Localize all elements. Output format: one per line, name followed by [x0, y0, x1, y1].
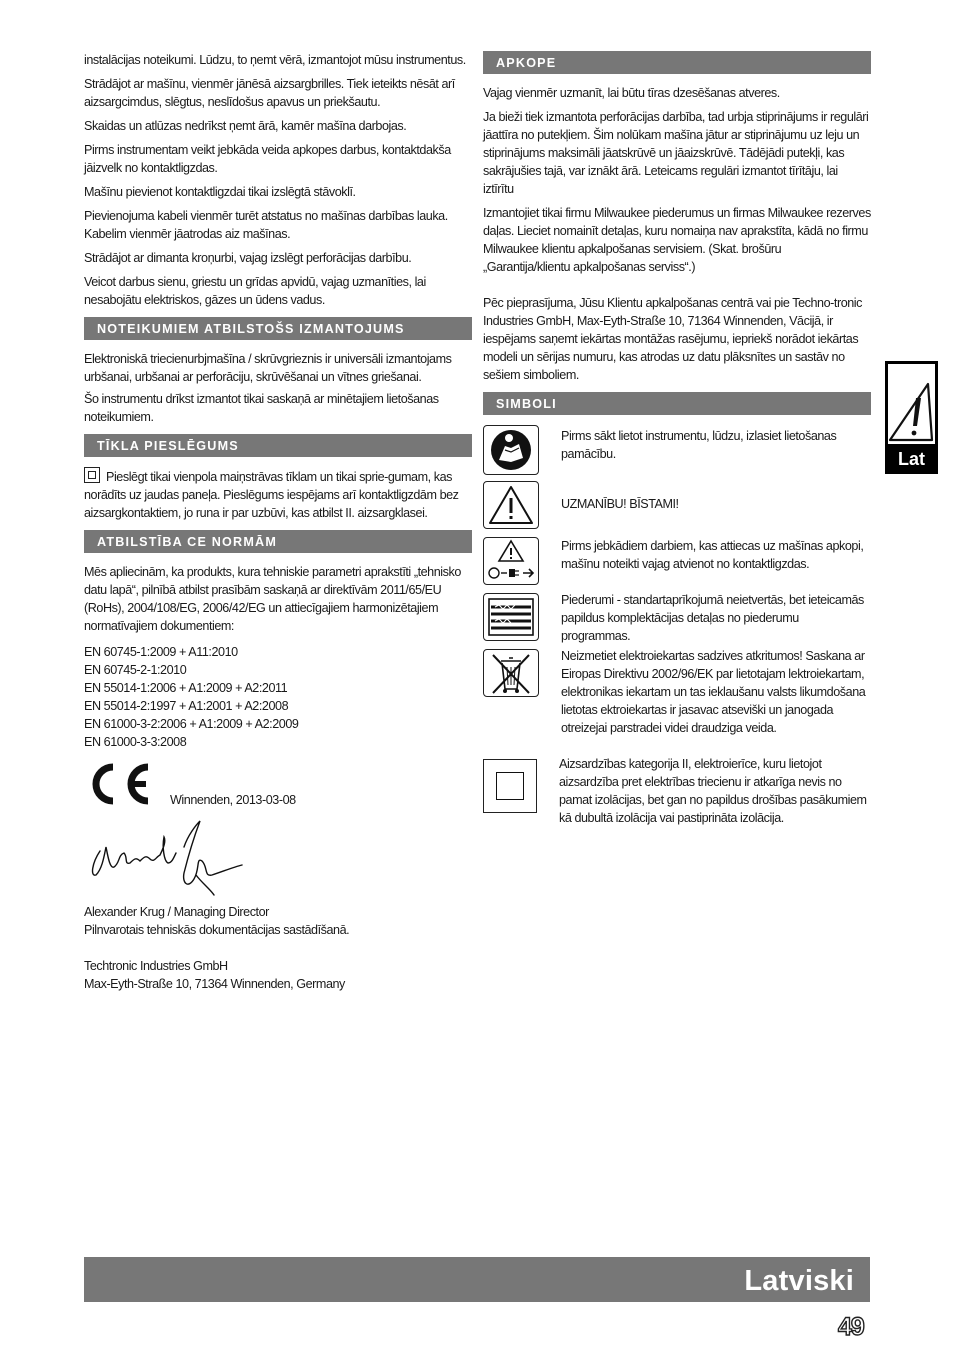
page-number: 49 [838, 1313, 864, 1341]
ce-mark-icon [86, 761, 152, 807]
paragraph: Šo instrumentu drīkst izmantot tikai saskaņā ar minētajiem lietošanas noteikumiem. [84, 392, 439, 424]
paragraph: Veicot darbus sienu, griestu un grīdas apvidū, vajag uzmanīties, lai nesabojātu elektriskos, gāzes un ūdens vadus. [84, 275, 426, 307]
signer-role: Pilnvarotais tehniskās dokumentācijas sastādīšanā. [84, 923, 350, 937]
symbol-description: Aizsardzības kategorija II, elektroierīce, kuru lietojot aizsardzība pret elektrības triecienu ir atkarīga nevis no pamat izolācijas, bet gan no papildus drošības pasākumiem kā dubultā izolācija vai pastiprināta izolācija. [559, 757, 867, 825]
symbol-description: UZMANĪBU! BĪSTAMI! [561, 497, 679, 511]
symbol-row [483, 537, 871, 593]
read-manual-icon [483, 425, 539, 475]
signature [84, 817, 472, 903]
section-heading-maintenance: APKOPE [483, 51, 871, 74]
paragraph: Mašīnu pievienot kontaktligzdai tikai izslēgtā stāvoklī. [84, 185, 356, 199]
paragraph: instalācijas noteikumi. Lūdzu, to ņemt vērā, izmantojot mūsu instrumentus. [84, 53, 466, 67]
language-tab [885, 361, 938, 474]
company-address: Max-Eyth-Straße 10, 71364 Winnenden, Germany [84, 977, 345, 991]
list-item: EN 60745-2-1:2010 [84, 663, 187, 677]
symbol-description: Neizmetiet elektroiekartas sadzives atkritumos! Saskana ar Eiropas Direktivu 2002/96/EK par lietotajam lektroiekartam, elektronikas iekartam un tas ieklaušanu valsts likumdošana lietotas ektroiekartas ir jasavac atseviški un janogada otreizejai parstradei videi draudziga veida. [561, 649, 866, 735]
company-name: Techtronic Industries GmbH [84, 959, 228, 973]
list-item: EN 61000-3-3:2008 [84, 735, 187, 749]
unplug-warning-icon [483, 537, 539, 585]
signer-name: Alexander Krug / Managing Director [84, 905, 269, 919]
symbol-row [483, 425, 871, 481]
class-ii-icon [84, 467, 100, 483]
paragraph: Elektroniskā triecienurbjmašīna / skrūvgrieznis ir universāli izmantojams urbšanai, urbšanai ar perforāciju, skrūvēšanai un vītnes griešanai. [84, 352, 452, 384]
paragraph: Izmantojiet tikai firmu Milwaukee piederumus un firmas Milwaukee rezerves daļas. Lieciet nomainīt detaļas, kuru nomaiņa nav aprakstīta, kādā no firmu Milwaukee klientu apkalpošanas servisiem. (Skat. brošūru „Garantija/klientu apkalpošanas serviss“.) [483, 206, 871, 274]
warning-icon [888, 364, 935, 444]
paragraph: Pēc pieprasījuma, Jūsu Klientu apkalpošanas centrā vai pie Techno-tronic Industries GmbH, Max-Eyth-Straße 10, 71364 Winnenden, Vācijā, ir iespējams saņemt iekārtas montāžas rasējumu, iepriekš norādot iekārtas modeli un sērijas numuru, kas atrodas uz datu plāksnītes un sastāv no sešiem simboliem. [483, 296, 862, 382]
ce-block [84, 761, 472, 811]
list-item: EN 61000-3-2:2006 + A1:2009 + A2:2009 [84, 717, 299, 731]
symbol-row [483, 593, 871, 649]
section-heading-mains: TĪKLA PIESLĒGUMS [84, 434, 472, 457]
paragraph: Strādājot ar mašīnu, vienmēr jānēsā aizsargbrilles. Tiek ieteikts nēsāt arī aizsargcimdus, slēgtus, neslīdošus apavus un priekšautu. [84, 77, 455, 109]
footer-language-bar: Latviski [84, 1257, 870, 1302]
weee-bin-icon [483, 649, 539, 697]
mains-paragraph [84, 467, 472, 522]
declaration-date: Winnenden, 2013-03-08 [170, 793, 296, 807]
paragraph: Pirms instrumentam veikt jebkāda veida apkopes darbus, kontaktdakša jāizvelk no kontaktligzdas. [84, 143, 451, 175]
standards-list [84, 643, 472, 751]
accessories-icon [483, 593, 539, 641]
paragraph: Ja bieži tiek izmantota perforācijas darbība, tad urbja stiprinājums ir regulāri jāattīra no putekļiem. Šim nolūkam mašīna jātur ar stiprinājumu uz leju un stiprinājums maksimāli jāatskrūvē un jāaizskrūvē. Tādējādi putekļi, kas sakrājušies tajā, var iznākt ārā. Leteicams regulāri izmantot tīrītāju, lai iztīrītu [483, 110, 869, 196]
paragraph: Pievienojuma kabeli vienmēr turēt atstatus no mašīnas darbības lauka. Kabelim vienmēr jāatrodas aiz mašīnas. [84, 209, 448, 241]
class-ii-icon [483, 759, 537, 813]
paragraph: Skaidas un atlūzas nedrīkst ņemt ārā, kamēr mašīna darbojas. [84, 119, 407, 133]
list-item: EN 55014-1:2006 + A1:2009 + A2:2011 [84, 681, 288, 695]
section-heading-ce: ATBILSTĪBA CE NORMĀM [84, 530, 472, 553]
symbol-row [483, 759, 871, 827]
list-item: EN 60745-1:2009 + A11:2010 [84, 645, 238, 659]
list-item: EN 55014-2:1997 + A1:2001 + A2:2008 [84, 699, 289, 713]
symbol-row [483, 481, 871, 537]
symbol-description: Pirms jebkādiem darbiem, kas attiecas uz mašīnas apkopi, mašīnu noteikti vajag atvienot no kontaktligzdas. [561, 539, 864, 571]
paragraph: Mēs apliecinām, ka produkts, kura tehniskie parametri aprakstīti „tehnisko datu lapā“, pilnībā atbilst prasībām saskaņā ar direktīvām 2011/65/EU (RoHs), 2004/108/EG, 2006/42/EG un attiecīgajiem harmonizētajiem normatīvajiem dokumentiem: [84, 565, 461, 633]
language-tab-label: Lat [898, 449, 925, 469]
section-heading-symbols: SIMBOLI [483, 392, 871, 415]
warning-icon [483, 481, 539, 529]
symbol-row [483, 649, 871, 759]
paragraph: Vajag vienmēr uzmanīt, lai būtu tīras dzesēšanas atveres. [483, 86, 780, 100]
paragraph: Strādājot ar dimanta kroņurbi, vajag izslēgt perforācijas darbību. [84, 251, 412, 265]
left-column [84, 51, 472, 993]
right-column [483, 51, 871, 827]
symbol-description: Pirms sākt lietot instrumentu, lūdzu, izlasiet lietošanas pamācību. [561, 429, 837, 461]
mains-text: Pieslēgt tikai vienpola maiņstrāvas tīklam un tikai sprie-gumam, kas norādīts uz jaudas paneļa. Pieslēgums iespējams arī kontaktligzdām bez aizsargkontaktiem, jo runa ir par uzbūvi, kas atbilst II. aizsargklasei. [84, 470, 459, 520]
symbol-description: Piederumi - standartaprīkojumā neietvertās, bet ieteicamās papildus komplektācijas detaļas no piederumu programmas. [561, 593, 864, 643]
section-heading-usage: NOTEIKUMIEM ATBILSTOŠS IZMANTOJUMS [84, 317, 472, 340]
